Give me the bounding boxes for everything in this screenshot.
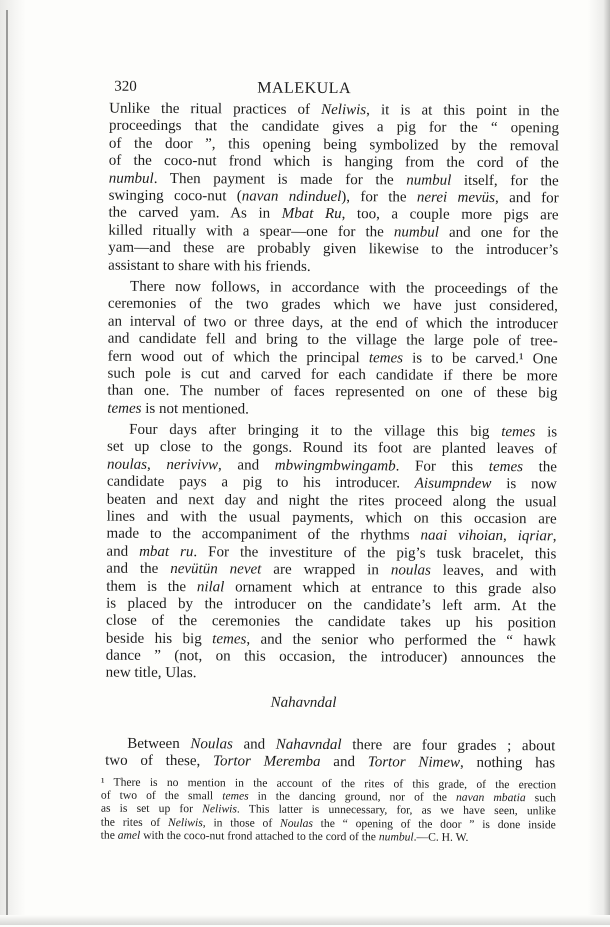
text-run: such pole is cut and carved for each candidate if there be more bbox=[107, 365, 558, 385]
text-run: than one. The number of faces represented on one of these big bbox=[107, 382, 558, 402]
text-run: of the coco-nut frond which is hanging from the cord of the bbox=[108, 152, 559, 172]
page-number: 320 bbox=[114, 78, 137, 95]
text-run: and candidate fell and bring to the village the large pole of tree- bbox=[107, 330, 558, 350]
italic-term: temes bbox=[488, 458, 524, 475]
italic-term: navan ndinduel bbox=[241, 188, 342, 206]
italic-term: Mbat Ru bbox=[281, 206, 342, 223]
italic-term: navan mbatia bbox=[455, 790, 526, 805]
text-run: as is set up for bbox=[100, 801, 203, 816]
italic-term: Noulas bbox=[190, 736, 233, 753]
text-run: yam—and these are probably given likewise to the introducer’s bbox=[108, 239, 559, 259]
text-run: is now bbox=[491, 476, 557, 493]
text-run: the bbox=[522, 458, 558, 476]
text-run: fern wood out of which the principal bbox=[107, 348, 369, 366]
text-run: assistant to share with his friends. bbox=[108, 257, 311, 275]
text-run: made to the accompaniment of the rhythms bbox=[106, 525, 421, 544]
text-run: of two of the small bbox=[100, 788, 223, 803]
text-run: . Then payment is made for the bbox=[153, 170, 407, 189]
text-run: there are four grades ; about bbox=[341, 737, 556, 755]
text-run: leaves, and with bbox=[430, 562, 557, 580]
text-run: , and the senior who performed the “ hawk bbox=[246, 631, 556, 650]
italic-term: nevütün nevet bbox=[170, 561, 262, 578]
italic-term: noulas bbox=[390, 562, 431, 579]
italic-term: numbul bbox=[108, 170, 154, 187]
text-run: . For this bbox=[395, 458, 489, 475]
italic-term: Nahavndal bbox=[275, 736, 342, 754]
text-run: , bbox=[146, 456, 167, 473]
paragraph-3 bbox=[106, 422, 558, 686]
text-run: . This latter is unnecessary, for, as we have seen, unlike bbox=[236, 802, 556, 818]
italic-term: mbat ru bbox=[139, 543, 194, 560]
text-run: . For the investiture of the pig’s tusk bracelet, this bbox=[193, 543, 557, 563]
text-run: itself, for the bbox=[451, 172, 559, 189]
text-run: such bbox=[525, 791, 556, 805]
text-run: Between bbox=[127, 735, 191, 753]
text-run: , it is at this point in the bbox=[366, 102, 560, 120]
text-run: Four days after bringing it to the village this big bbox=[129, 421, 502, 441]
text-run: and the bbox=[106, 560, 171, 578]
italic-term: naai vihoian bbox=[420, 527, 504, 545]
text-run: the bbox=[100, 828, 118, 842]
text-run: ornament which at entrance to this grade also bbox=[224, 578, 557, 597]
italic-term: numbul bbox=[406, 172, 452, 189]
italic-term: temes bbox=[368, 349, 404, 367]
section-paragraph bbox=[105, 736, 555, 774]
italic-term: Neliwis bbox=[321, 101, 367, 119]
text-line bbox=[105, 753, 555, 773]
text-run: ¹ There is no mention in the account of the rites of this grade, of the erection bbox=[100, 775, 557, 792]
text-run: ceremonies of the two grades which we have just considered, bbox=[107, 296, 558, 315]
running-title: MALEKULA bbox=[257, 79, 352, 98]
italic-term: numbul bbox=[378, 830, 414, 844]
text-run: and one for the bbox=[438, 224, 559, 242]
text-run: and bbox=[320, 754, 368, 771]
text-run: is placed by the introducer on the candidate’s left arm. At the bbox=[106, 595, 557, 615]
italic-term: Tortor Meremba bbox=[212, 753, 321, 771]
text-run: and bbox=[232, 736, 276, 753]
italic-term: Noulas bbox=[280, 816, 313, 830]
text-run: are wrapped in bbox=[261, 561, 391, 579]
text-run: .—C. H. W. bbox=[413, 830, 469, 844]
italic-term: nilal bbox=[196, 578, 225, 595]
text-run: the rites of bbox=[100, 815, 169, 829]
text-run: is to be carved.¹ One bbox=[402, 350, 558, 367]
text-run: beaten and next day and night the rites proceed along the usual bbox=[106, 491, 557, 510]
paragraph-1 bbox=[108, 101, 559, 278]
text-run: dance ” (not, on this occasion, the introducer) announces the bbox=[105, 647, 556, 667]
italic-term: nerei mevüs bbox=[416, 189, 496, 206]
text-run: is bbox=[535, 424, 558, 441]
text-run: the carved yam. As in bbox=[108, 204, 282, 223]
italic-term: iqriar bbox=[517, 528, 553, 545]
text-run: the “ opening of the door ” is done inside bbox=[312, 816, 556, 831]
text-run: new title, Ulas. bbox=[105, 665, 197, 682]
text-run: candidate pays a pig to his introducer. bbox=[106, 473, 415, 492]
italic-term: temes bbox=[501, 424, 536, 441]
text-run: ), for the bbox=[341, 189, 417, 206]
italic-term: noulas bbox=[106, 456, 148, 473]
text-run: , bbox=[552, 528, 557, 545]
text-line bbox=[107, 400, 557, 420]
italic-term: mbwingmbwingamb bbox=[274, 457, 396, 475]
paragraph-2 bbox=[107, 279, 558, 421]
text-line bbox=[106, 665, 556, 685]
text-run: , nothing has bbox=[459, 755, 556, 772]
section-heading: Nahavndal bbox=[270, 694, 337, 712]
text-run: , in those of bbox=[202, 815, 281, 830]
italic-term: temes bbox=[222, 789, 249, 803]
italic-term: temes bbox=[212, 630, 247, 648]
italic-term: Neliwis bbox=[202, 802, 237, 816]
text-run: proceedings that the candidate gives a pig for the “ opening bbox=[108, 118, 560, 137]
text-run: of the door ”, this opening being symbolized by the removal bbox=[108, 135, 559, 155]
text-run: beside his big bbox=[105, 630, 213, 647]
text-run: set up close to the gongs. Round its foot are planted leaves of bbox=[107, 439, 558, 458]
text-run: and bbox=[106, 543, 140, 560]
text-run: , bbox=[503, 528, 518, 545]
text-run: with the coco-nut frond attached to the cord of the bbox=[140, 828, 379, 844]
italic-term: Tortor Nimew bbox=[367, 754, 461, 772]
text-run: , and bbox=[217, 457, 275, 474]
italic-term: amel bbox=[117, 828, 141, 842]
text-run: an interval of two or three days, at the end of which the introducer bbox=[107, 313, 558, 333]
italic-term: Aisumpndew bbox=[414, 475, 492, 493]
text-run: Unlike the ritual practices of bbox=[109, 100, 322, 118]
italic-term: numbul bbox=[393, 224, 439, 241]
text-run: There now follows, in accordance with the proceedings of the bbox=[130, 278, 559, 298]
text-run: is not mentioned. bbox=[141, 400, 250, 418]
text-run: close of the ceremonies the candidate takes up his position bbox=[105, 612, 557, 632]
text-run: , too, a couple more pigs are bbox=[341, 206, 559, 224]
text-run: two of these, bbox=[105, 753, 214, 770]
text-run: , and for bbox=[494, 189, 559, 207]
text-run: them is the bbox=[106, 578, 197, 595]
text-run: swinging coco-nut ( bbox=[108, 187, 242, 205]
text-run: in the dancing ground, nor of the bbox=[248, 789, 457, 804]
italic-term: temes bbox=[107, 400, 142, 417]
footnote bbox=[101, 776, 556, 845]
italic-term: nerivivw bbox=[166, 456, 219, 474]
text-run: lines and with the usual payments, which on this occasion are bbox=[106, 508, 557, 528]
text-run: killed ritually with a spear—one for the bbox=[108, 222, 394, 241]
text-line bbox=[101, 828, 556, 844]
text-line bbox=[108, 257, 558, 277]
italic-term: Neliwis bbox=[167, 815, 203, 829]
